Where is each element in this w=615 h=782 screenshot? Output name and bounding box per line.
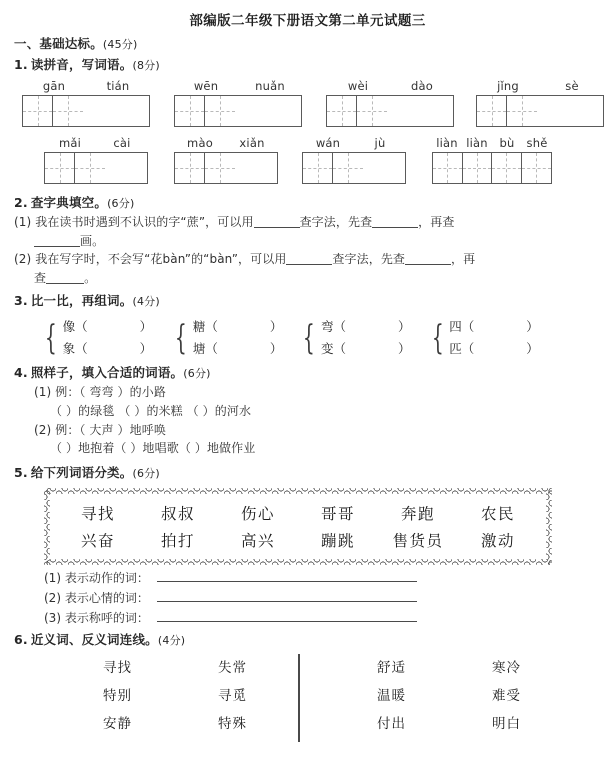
question-4-title: 照样子，填入合适的词语。 <box>30 365 184 381</box>
section-points: (45分) <box>102 38 138 51</box>
question-5-points: (6分) <box>132 466 160 480</box>
character-pair <box>427 316 539 360</box>
matching-word[interactable]: 寻找 <box>103 659 132 676</box>
pinyin-labels <box>174 136 278 150</box>
question-1-title: 读拼音，写词语。 <box>30 57 133 72</box>
question-5-answer-2 <box>0 589 615 606</box>
page-title: 部编版二年级下册语文第二单元试题三 <box>189 13 426 29</box>
pinyin-grid-row-2 <box>0 136 615 184</box>
pinyin-syllable: mǎi <box>58 136 82 150</box>
word-bank-row <box>44 502 552 524</box>
tianzige-cell[interactable] <box>53 96 83 126</box>
character-pair <box>298 316 410 360</box>
tianzige-grid[interactable] <box>432 152 552 184</box>
question-4-line-1: (1) 例：（ 弯弯 ）的小路 <box>34 385 166 400</box>
pinyin-grid-row-1 <box>0 79 615 127</box>
word-bank-inner <box>44 488 552 565</box>
word-bank-word: 激动 <box>480 531 515 550</box>
pinyin-syllable: bù <box>499 136 515 150</box>
q2-item1-text-d: 画。 <box>80 233 105 248</box>
matching-word[interactable]: 付出 <box>377 715 406 732</box>
tianzige-cell[interactable] <box>492 153 522 183</box>
question-4-number: 4. <box>14 365 28 381</box>
question-1-heading <box>0 55 615 73</box>
q2-item2-text-a: (2) 我在写字时，不会写“花bàn”的“bàn”，可以用 <box>14 252 287 267</box>
q2-blank-second-lookup-2[interactable] <box>46 271 84 284</box>
tianzige-cell[interactable] <box>23 96 53 126</box>
question-6-matching <box>0 654 615 742</box>
pair-char: 变 <box>321 341 334 357</box>
question-2-item-1-cont <box>0 232 615 251</box>
tianzige-cell[interactable] <box>507 96 537 126</box>
pinyin-syllable: jǐng <box>497 79 519 93</box>
answer-rule[interactable] <box>157 570 417 582</box>
pinyin-syllable: liàn <box>466 136 488 150</box>
pair-word-top: 像（ ） <box>62 319 153 335</box>
pinyin-syllable: mào <box>187 136 213 150</box>
wavy-border-bottom <box>44 559 552 565</box>
question-4-heading <box>0 363 615 381</box>
tianzige-cell[interactable] <box>522 153 551 183</box>
pinyin-syllable: xiǎn <box>239 136 265 150</box>
tianzige-cell[interactable] <box>205 96 235 126</box>
tianzige-cell[interactable] <box>303 153 333 183</box>
matching-word[interactable]: 舒适 <box>377 659 406 676</box>
pinyin-syllable: wēn <box>193 79 219 93</box>
pair-word-top: 糖（ ） <box>192 319 283 335</box>
word-bank-word: 哥哥 <box>320 504 355 523</box>
question-2-item-2 <box>0 250 615 269</box>
tianzige-cell[interactable] <box>433 153 463 183</box>
section-heading-label: 一、基础达标。 <box>14 36 103 51</box>
pinyin-syllable: tián <box>106 79 130 93</box>
pinyin-labels <box>302 136 406 150</box>
word-bank-word: 寻找 <box>80 504 115 523</box>
pinyin-labels <box>476 79 604 93</box>
brace-icon: { <box>175 318 187 359</box>
question-2-title: 查字典填空。 <box>30 195 108 210</box>
question-6-heading <box>0 630 615 648</box>
pair-char: 匹 <box>449 341 462 357</box>
matching-word[interactable]: 安静 <box>103 715 132 732</box>
matching-column-left-b <box>175 654 290 742</box>
answer-label: (1) 表示动作的词： <box>44 570 149 585</box>
question-5-title: 给下列词语分类。 <box>30 464 133 480</box>
matching-word[interactable]: 寒冷 <box>492 659 521 676</box>
q2-item1-text-c: ，再查 <box>418 215 455 229</box>
question-3-number: 3. <box>14 293 28 309</box>
question-5-answer-3 <box>0 609 615 626</box>
word-bank-word: 兴奋 <box>80 531 115 550</box>
question-4-line-4[interactable]: （ ）地抱着（ ）地唱歌（ ）地做作业 <box>50 441 256 456</box>
matching-column-right-a <box>334 654 449 742</box>
pinyin-labels <box>326 79 454 93</box>
pinyin-word-group <box>44 136 148 184</box>
answer-rule[interactable] <box>157 610 417 622</box>
brace-icon: { <box>431 318 444 359</box>
pinyin-syllable: cài <box>113 136 131 150</box>
tianzige-grid[interactable] <box>44 152 148 184</box>
question-2-item-2-cont <box>0 269 615 288</box>
pinyin-word-group <box>476 79 604 127</box>
word-bank-word: 高兴 <box>240 531 275 550</box>
question-3-pairs <box>0 316 615 360</box>
tianzige-grid[interactable] <box>326 95 454 127</box>
question-4-points: (6分) <box>183 367 211 381</box>
pinyin-syllable: liàn <box>436 136 458 150</box>
pinyin-word-group <box>22 79 150 127</box>
pinyin-syllable: dào <box>411 79 433 93</box>
word-bank-word: 奔跑 <box>400 504 435 523</box>
q2-blank-dict-method-2[interactable] <box>286 252 332 265</box>
tianzige-cell[interactable] <box>357 96 387 126</box>
tianzige-grid[interactable] <box>476 95 604 127</box>
question-6-points: (4分) <box>157 633 186 647</box>
question-3-points: (4分) <box>132 295 160 309</box>
tianzige-grid[interactable] <box>174 95 302 127</box>
q2-blank-stroke-count[interactable] <box>34 234 80 247</box>
wavy-border-right <box>546 488 552 565</box>
question-2-item-1 <box>0 213 615 232</box>
pinyin-labels <box>432 136 552 150</box>
pinyin-word-group <box>174 79 302 127</box>
pinyin-syllable: sè <box>565 79 579 93</box>
matching-word[interactable]: 难受 <box>492 687 521 704</box>
tianzige-cell[interactable] <box>333 153 363 183</box>
wavy-border-left <box>44 488 50 565</box>
question-6-title: 近义词、反义词连线。 <box>30 631 158 647</box>
question-5-number: 5. <box>14 464 28 480</box>
question-2-points: (6分) <box>107 197 135 210</box>
word-bank-word: 蹦跳 <box>320 531 355 550</box>
question-2-number: 2. <box>14 195 28 210</box>
q2-blank-first-lookup[interactable] <box>372 215 418 228</box>
tianzige-cell[interactable] <box>463 153 493 183</box>
q2-item2-text-e: 。 <box>84 270 97 285</box>
matching-group-antonyms <box>300 654 564 742</box>
pinyin-word-group <box>326 79 454 127</box>
matching-word[interactable]: 失常 <box>218 659 247 676</box>
q2-item1-text-b: 查字法，先查 <box>299 215 373 229</box>
pair-word-top: 四（ ） <box>449 319 539 335</box>
q2-blank-dict-method[interactable] <box>254 215 300 228</box>
matching-word[interactable]: 特殊 <box>218 715 247 732</box>
tianzige-cell[interactable] <box>205 153 235 183</box>
matching-column-right-b <box>449 654 564 742</box>
tianzige-cell[interactable] <box>327 96 357 126</box>
pinyin-labels <box>22 79 150 93</box>
tianzige-grid[interactable] <box>22 95 150 127</box>
character-pair <box>170 316 282 360</box>
section-heading <box>0 34 615 52</box>
question-1-number: 1. <box>14 57 28 72</box>
pair-char: 像 <box>62 319 76 335</box>
tianzige-cell[interactable] <box>175 153 205 183</box>
pair-words <box>321 316 411 360</box>
q2-blank-first-lookup-2[interactable] <box>405 252 451 265</box>
tianzige-cell[interactable] <box>45 153 75 183</box>
matching-word[interactable]: 特别 <box>103 687 132 704</box>
q2-item2-text-b: 查字法，先查 <box>332 252 406 267</box>
pair-word-bottom: 塘（ ） <box>192 341 283 357</box>
matching-column-left-a <box>60 654 175 742</box>
pair-words <box>449 316 539 360</box>
pinyin-word-group <box>302 136 406 184</box>
matching-word[interactable]: 温暖 <box>377 687 406 704</box>
word-bank-word: 售货员 <box>392 531 444 550</box>
word-bank-word: 伤心 <box>240 504 275 523</box>
pinyin-word-group <box>432 136 552 184</box>
pinyin-syllable: wán <box>315 136 341 150</box>
tianzige-grid[interactable] <box>302 152 406 184</box>
matching-group-synonyms <box>60 654 290 742</box>
pair-word-top: 弯（ ） <box>321 319 411 335</box>
word-bank-word: 叔叔 <box>160 504 195 523</box>
question-5-heading <box>0 463 615 481</box>
pinyin-syllable: wèi <box>347 79 369 93</box>
question-2-heading <box>0 193 615 211</box>
word-bank-row <box>44 529 552 551</box>
tianzige-cell[interactable] <box>75 153 105 183</box>
pinyin-word-group <box>174 136 278 184</box>
tianzige-grid[interactable] <box>174 152 278 184</box>
pair-char: 糖 <box>192 319 206 335</box>
pair-words <box>193 316 283 360</box>
question-5-answer-1 <box>0 569 615 586</box>
pair-word-bottom: 匹（ ） <box>449 341 539 357</box>
pinyin-labels <box>174 79 302 93</box>
tianzige-cell[interactable] <box>175 96 205 126</box>
character-pair <box>40 316 152 360</box>
pair-char: 象 <box>62 341 76 357</box>
pair-words <box>63 316 153 360</box>
answer-label: (3) 表示称呼的词： <box>44 610 149 625</box>
question-4-line-3: (2) 例：（ 大声 ）地呼唤 <box>34 422 166 437</box>
word-bank-word: 农民 <box>480 504 515 523</box>
question-3-heading <box>0 291 615 309</box>
pinyin-syllable: gān <box>42 79 66 93</box>
pinyin-labels <box>44 136 148 150</box>
brace-icon: { <box>44 318 57 359</box>
question-1-points: (8分) <box>132 59 160 72</box>
answer-label: (2) 表示心情的词： <box>44 590 149 605</box>
pinyin-syllable: nuǎn <box>255 79 285 93</box>
question-6-number: 6. <box>14 631 28 647</box>
matching-word[interactable]: 寻觅 <box>218 687 247 704</box>
pair-word-bottom: 象（ ） <box>62 341 153 357</box>
pinyin-syllable: jù <box>374 136 386 150</box>
question-3-title: 比一比，再组词。 <box>30 293 133 309</box>
word-bank-word: 拍打 <box>160 531 195 550</box>
brace-icon: { <box>303 318 316 359</box>
tianzige-cell[interactable] <box>477 96 507 126</box>
question-4-line-2[interactable]: （ ）的绿毯 （ ）的米糕 （ ）的河水 <box>50 403 252 418</box>
pair-word-bottom: 变（ ） <box>321 341 411 357</box>
pair-char: 弯 <box>321 319 334 335</box>
pinyin-syllable: shě <box>526 136 548 150</box>
q2-item1-text-a: (1) 我在读书时遇到不认识的字“蔗”，可以用 <box>14 215 254 229</box>
q2-item2-text-d: 查 <box>34 270 47 285</box>
wavy-border-top <box>44 488 552 494</box>
answer-rule[interactable] <box>157 590 417 602</box>
q2-item2-text-c: ，再 <box>451 252 476 267</box>
word-bank <box>44 488 552 565</box>
matching-word[interactable]: 明白 <box>492 715 521 732</box>
pair-char: 四 <box>449 319 462 335</box>
pair-char: 塘 <box>192 341 206 357</box>
